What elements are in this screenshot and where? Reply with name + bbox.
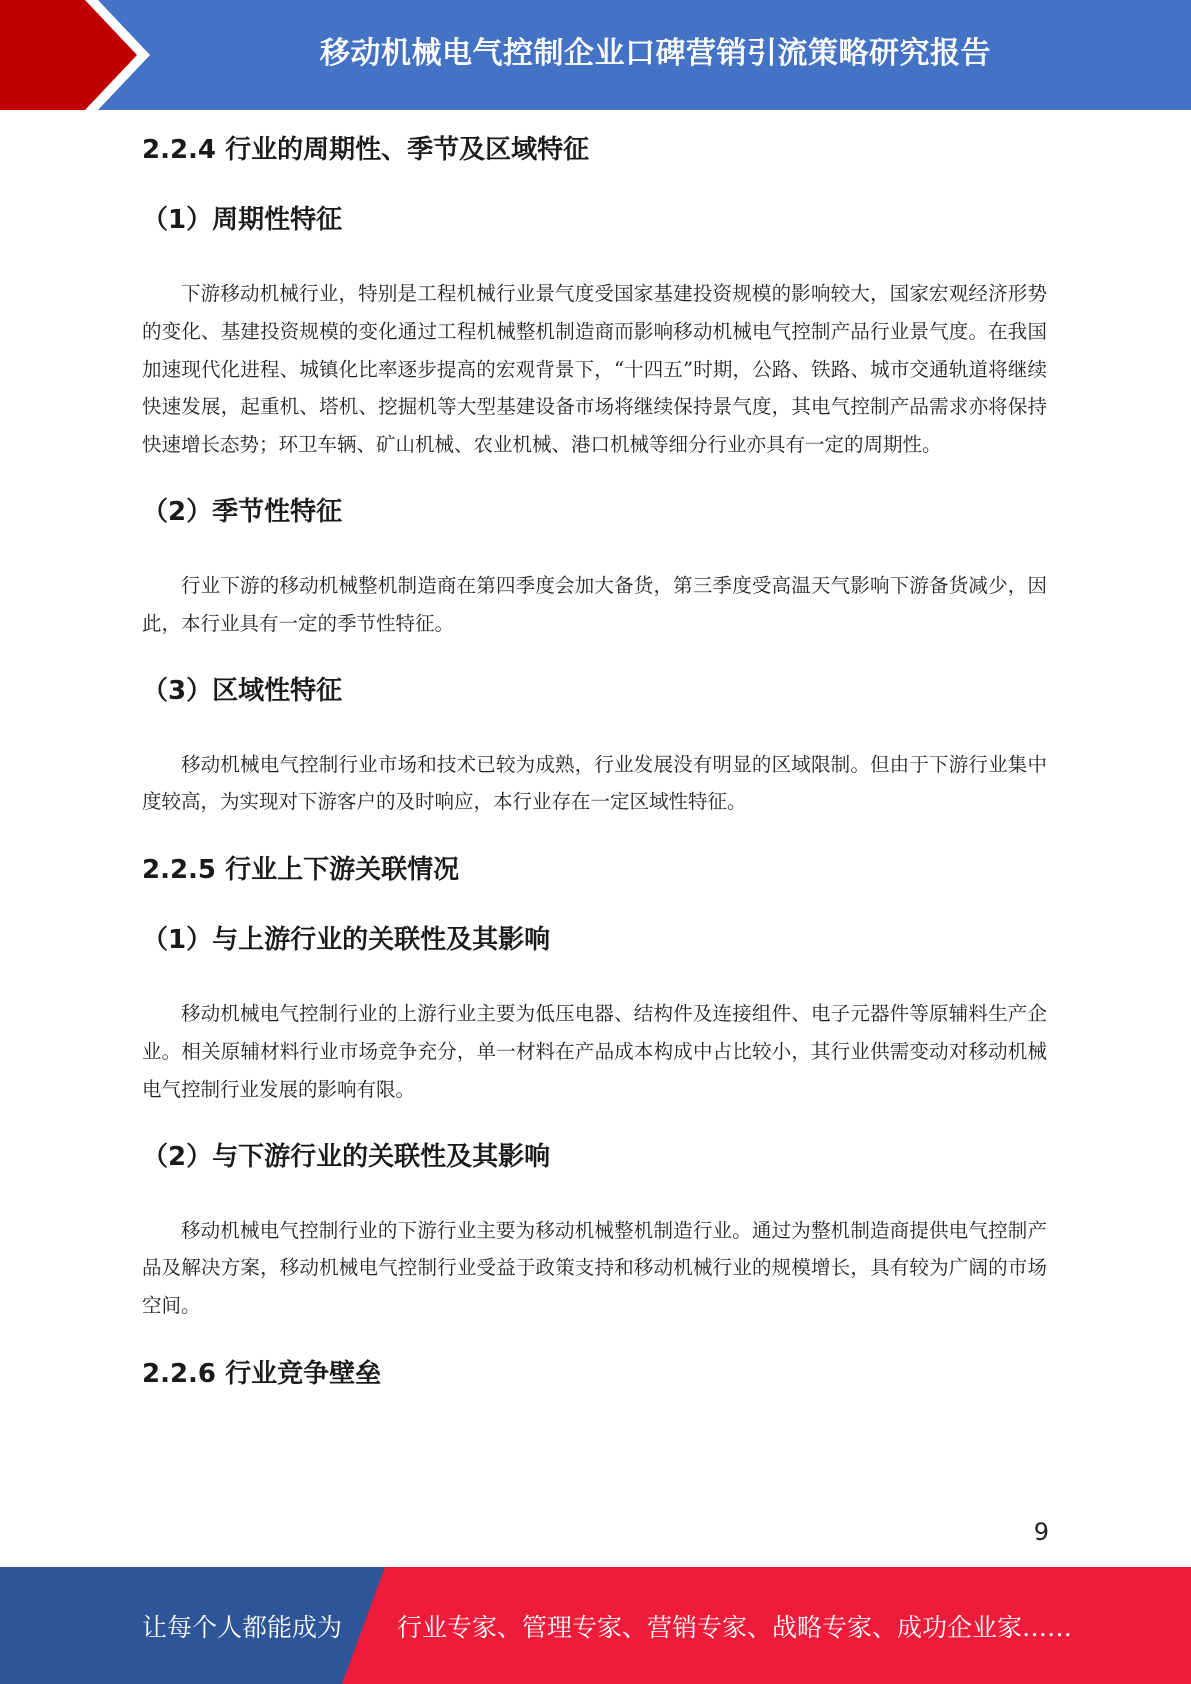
- section-heading-2-2-5: 2.2.5 行业上下游关联情况: [142, 855, 460, 886]
- subsection-heading-cyclical: （1）周期性特征: [142, 205, 343, 235]
- paragraph-regional: 移动机械电气控制行业市场和技术已较为成熟，行业发展没有明显的区域限制。但由于下游行业集中度较高，为实现对下游客户的及时响应，本行业存在一定区域性特征。: [142, 752, 1047, 814]
- section-heading-2-2-4: 2.2.4 行业的周期性、季节及区域特征: [142, 135, 590, 165]
- subsection-heading-downstream: （2）与下游行业的关联性及其影响: [142, 1141, 551, 1172]
- paragraph-downstream: 移动机械电气控制行业的下游行业主要为移动机械整机制造行业。通过为整机制造商提供电气控制产品及解决方案，移动机械电气控制行业受益于政策支持和移动机械行业的规模增长，具有较为广阔的市场空间。: [142, 1218, 1047, 1318]
- section-heading-2-2-6: 2.2.6 行业竞争壁垒: [142, 1358, 382, 1389]
- paragraph-upstream: 移动机械电气控制行业的上游行业主要为低压电器、结构件及连接组件、电子元器件等原辅料生产企业。相关原辅材料行业市场竞争充分，单一材料在产品成本构成中占比较小，其行业供需变动对移动机械电气控制行业发展的影响有限。: [142, 1002, 1047, 1101]
- footer-slogan-right: 行业专家、管理专家、营销专家、战略专家、成功企业家……: [397, 1612, 1073, 1642]
- paragraph-seasonal: 行业下游的移动机械整机制造商在第四季度会加大备货，第三季度受高温天气影响下游备货减少，因此，本行业具有一定的季节性特征。: [142, 573, 1047, 635]
- subsection-heading-upstream: （1）与上游行业的关联性及其影响: [142, 925, 551, 956]
- subsection-heading-seasonal: （2）季节性特征: [142, 496, 343, 527]
- page-number: 9: [1033, 1518, 1049, 1546]
- paragraph-cyclical: 下游移动机械行业，特别是工程机械行业景气度受国家基建投资规模的影响较大，国家宏观经济形势的变化、基建投资规模的变化通过工程机械整机制造商而影响移动机械电气控制产品行业景气度。在我国加速现代化进程、城镇化比率逐步提高的宏观背景下，“十四五”时期，公路、铁路、城市交通轨道将继续快速发展，起重机、塔机、挖掘机等大型基建设备市场将继续保持景气度，其电气控制产品需求亦将保持快速增长态势；环卫车辆、矿山机械、农业机械、港口机械等细分行业亦具有一定的周期性。: [142, 282, 1047, 457]
- footer-slogan-left: 让每个人都能成为: [142, 1612, 343, 1642]
- header-banner: [0, 0, 1191, 110]
- footer-banner: [0, 1567, 1191, 1684]
- subsection-heading-regional: （3）区域性特征: [142, 675, 343, 706]
- document-title: 移动机械电气控制企业口碑营销引流策略研究报告: [320, 36, 991, 71]
- page-content: [142, 128, 1047, 1396]
